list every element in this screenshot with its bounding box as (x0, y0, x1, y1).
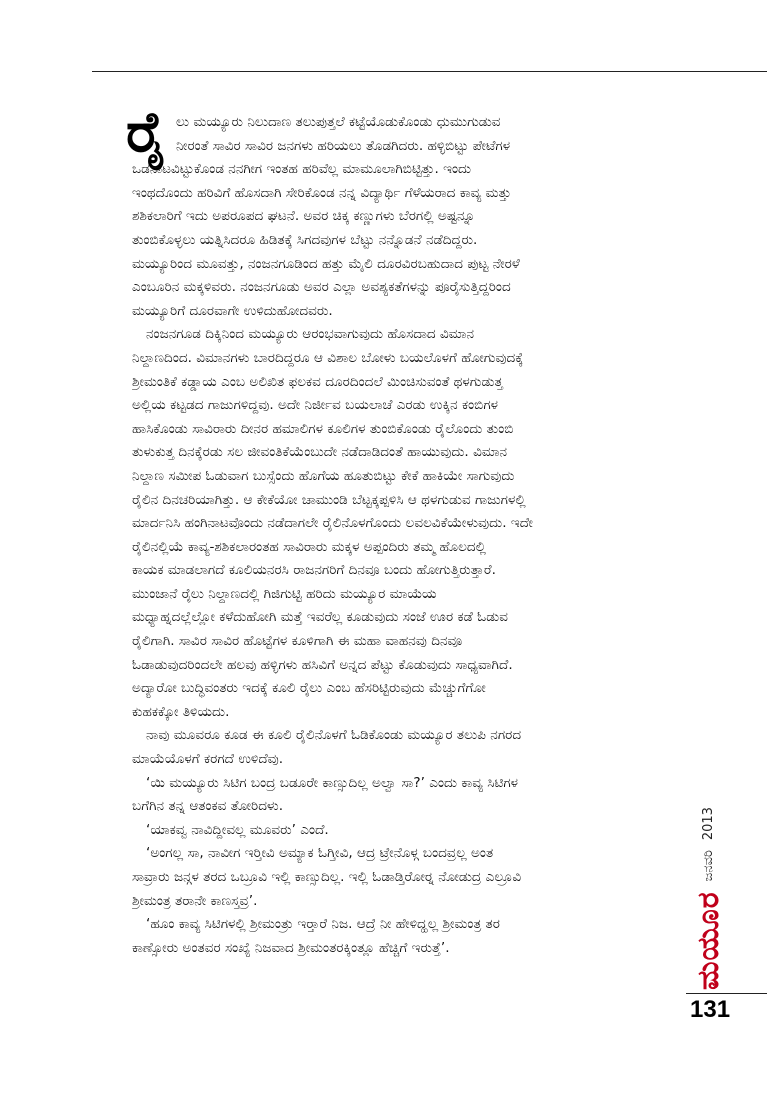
text-line: ನಿಲ್ದಾಣ ಸಮೀಪ ಓಡುವಾಗ ಬುಸ್ಸೆಂದು ಹೊಗೆಯ ಹೂತುಬಿಟ್ಟು ಕೇಕೆ ಹಾಕಿಯೇ ಸಾಗುವುದು (132, 467, 515, 484)
text-line: ಲು ಮಯ್ಯೂರು ನಿಲುದಾಣ ತಲುಪುತ್ತಲೆ ಕಟ್ಟೆಯೊಡುಕೊಂಡು ಧುಮುಗುಡುವ (176, 114, 501, 130)
text-line: ಮಯ್ಯೂರಿಗೆ ದೂರವಾಗೇ ಉಳಿದುಹೋದವರು. (132, 302, 333, 319)
text-line: ನೀರಂತೆ ಸಾವಿರ ಸಾವಿರ ಜನಗಳು ಹರಿಯಲು ತೊಡಗಿದರು. ಹಳ್ಳಿಬಿಟ್ಟು ಪೇಟೆಗಳ (176, 137, 511, 154)
text-line: ಓಡಾಡುವುದರಿಂದಲೇ ಹಲವು ಹಳ್ಳಿಗಳು ಹಸಿವಿಗೆ ಅನ್ನದ ಪೆಟ್ಟು ಕೊಡುವುದು ಸಾಧ್ಯವಾಗಿದೆ. (132, 656, 513, 673)
drop-cap: ರೈ (126, 100, 168, 165)
page-number: 131 (690, 996, 731, 1023)
masthead-sidebar (688, 790, 728, 990)
magazine-logo: ಮಯೂರ (690, 891, 726, 990)
text-line: ಸಾವ್ರಾರು ಜನ್ಗಳ ತರದ ಒಬ್ರೂವಿ ಇಲ್ಲಿ ಕಾಣ್ಸುದಿಲ್ಲ. ಇಲ್ಲಿ ಓಡಾಡ್ತಿರೋರ್‍ನ ನೋಡುದ್ರ ಎಲ್ರೂವಿ (132, 869, 522, 885)
text-line: ರೈಲಿನಲ್ಲಿಯೆ ಕಾವ್ಯ-ಶಶಿಕಲಾರಂತಹ ಸಾವಿರಾರು ಮಕ್ಕಳ ಅಪ್ಪಂದಿರು ತಮ್ಮ ಹೊಲದಲ್ಲಿ (132, 538, 486, 555)
top-rule (92, 71, 767, 72)
text-line: ಮುಂಜಾನೆ ರೈಲು ನಿಲ್ದಾಣದಲ್ಲಿ ಗಿಜಿಗುಟ್ಟಿ ಹರಿದು ಮಯ್ಯೂರ ಮಾಯೆಯ (132, 585, 437, 602)
text-line: ಮಯ್ಯೂರಿಂದ ಮೂವತ್ತು, ನಂಜನಗೂಡಿಂದ ಹತ್ತು ಮೈಲಿ ದೂರವಿರಬಹುದಾದ ಪುಟ್ಟ ನೇರಳೆ (132, 255, 520, 272)
text-line: ರೈಲಿನ ದಿನಚರಿಯಾಗಿತ್ತು. ಆ ಕೇಕೆಯೋ ಚಾಮುಂಡಿ ಬೆಟ್ಟಕ್ಕಪ್ಪಳಿಸಿ ಆ ಥಳಗುಡುವ ಗಾಜುಗಳಲ್ಲಿ (132, 491, 526, 508)
text-line: ತುಳುಕುತ್ತ ದಿನಕ್ಕೆರಡು ಸಲ ಜೀವಂತಿಕೆಯೆಂಬುದೇ ನಡೆದಾಡಿದಂತೆ ಹಾಯುವುದು. ವಿಮಾನ (132, 444, 508, 461)
text-line: ಕುಹಕಕ್ಕೋ ತಿಳಿಯದು. (132, 703, 230, 720)
text-line: ತುಂಬಿಕೊಳ್ಳಲು ಯತ್ನಿಸಿದರೂ ಹಿಡಿತಕ್ಕೆ ಸಿಗದವುಗಳ ಬೆಟ್ಟು ನನ್ನೊಡನೆ ನಡೆದಿದ್ದರು. (132, 231, 478, 248)
article-body (132, 111, 672, 960)
text-line: ಬಗೆಗಿನ ತನ್ನ ಆತಂಕವ ತೋರಿದಳು. (132, 798, 284, 815)
issue-month: ಜನವರಿ (700, 850, 716, 882)
text-line: ಇಂಥದೊಂದು ಹರಿವಿಗೆ ಹೊಸದಾಗಿ ಸೇರಿಕೊಂಡ ನನ್ನ ವಿದ್ಯಾರ್ಥಿ ಗೆಳೆಯರಾದ ಕಾವ್ಯ ಮತ್ತು (132, 184, 512, 201)
text-line: ‘ಅಂಗಲ್ಲ ಸಾ, ನಾವೀಗ ಇರ್‍ತೀವಿ ಅಮ್ಯಾಕ ಓಗ್ತೀವಿ, ಆದ್ರ ಟ್ರೇನೊಳ್ಗ ಬಂದವ್ರಲ್ಲ ಅಂತ (146, 845, 494, 862)
text-line: ಮಧ್ಯಾಹ್ನದಲ್ಲೆಲ್ಲೋ ಕಳೆದುಹೋಗಿ ಮತ್ತೆ ಇವರೆಲ್ಲ ಕೂಡುವುದು ಸಂಜೆ ಊರ ಕಡೆ ಓಡುವ (132, 609, 508, 626)
text-line: ಮಾರ್ದನಿಸಿ ಹಂಗಿನಾಟವೊಂದು ನಡೆದಾಗಲೇ ರೈಲಿನೊಳಗೊಂದು ಲವಲವಿಕೆಯೇಳುವುದು. ಇದೇ (132, 515, 533, 532)
text-line: ಶಶಿಕಲಾರಿಗೆ ಇದು ಅಪರೂಪದ ಘಟನೆ. ಅವರ ಚಿಕ್ಕ ಕಣ್ಣುಗಳು ಬೆರಗಲ್ಲಿ ಅಷ್ಟನ್ನೂ (132, 208, 476, 225)
text-line: ‘ಹೂಂ ಕಾವ್ಯ ಸಿಟಿಗಳಲ್ಲಿ ಶ್ರೀಮಂತ್ರು ಇರ್‍ತಾರೆ ನಿಜ. ಆದ್ರೆ ನೀ ಹೇಳಿದ್ಹಲ್ಲ ಶ್ರೀಮಂತ್ರ ತರ (146, 916, 500, 933)
text-line: ನಂಜನಗೂಡ ದಿಕ್ಕಿನಿಂದ ಮಯ್ಯೂರು ಆರಂಭವಾಗುವುದು ಹೊಸದಾದ ವಿಮಾನ (146, 326, 475, 343)
text-line: ಕಾಣ್ಸೋರು ಅಂತವರ ಸಂಖ್ಯೆ ನಿಜವಾದ ಶ್ರೀಮಂತರಕ್ಕಿಂತ್ಲೂ ಹೆಚ್ಚಿಗೆ ಇರುತ್ತೆ’. (132, 939, 450, 956)
text-line: ಶ್ರೀಮಂತಿಕೆ ಕಡ್ಡಾಯ ಎಂಬ ಅಲಿಖಿತ ಫಲಕವ ದೂರದಿಂದಲೆ ಮಿಂಚಿಸುವಂತೆ ಥಳಗುಡುತ್ತ (132, 373, 503, 390)
issue-year: 2013 (700, 807, 716, 841)
page-number-rule (686, 993, 767, 994)
text-line: ರೈಲಿಗಾಗಿ. ಸಾವಿರ ಸಾವಿರ ಹೊಟ್ಟೆಗಳ ಕೂಳಿಗಾಗಿ ಈ ಮಹಾ ವಾಹನವು ದಿನವೂ (132, 633, 463, 650)
text-line: ಮಾಯೆಯೊಳಗೆ ಕರಗದೆ ಉಳಿದೆವು. (132, 751, 284, 768)
text-line: ಎಂಬೂರಿನ ಮಕ್ಕಳಿವರು. ನಂಜನಗೂಡು ಅವರ ಎಲ್ಲಾ ಅವಶ್ಯಕತೆಗಳನ್ನು ಪೂರೈಸುತ್ತಿದ್ದರಿಂದ (132, 279, 511, 296)
text-line: ಅಲ್ಲಿಯ ಕಟ್ಟಡದ ಗಾಜುಗಳಿದ್ದವು. ಅದೇ ನಿರ್ಜೀವ ಬಯಲಾಚೆ ಎರಡು ಉಕ್ಕಿನ ಕಂಬಿಗಳ (132, 397, 499, 414)
text-line: ಶ್ರೀಮಂತ್ರ ತರಾನೇ ಕಾಣಸ್ತವ್ರ’. (132, 892, 258, 909)
text-line: ‘ಯಾಕವ್ವ ನಾವಿದ್ದೀವಲ್ಲ ಮೂವರು’ ಎಂದೆ. (146, 821, 329, 838)
text-line: ನಾವು ಮೂವರೂ ಕೂಡ ಈ ಕೂಲಿ ರೈಲಿನೊಳಗೆ ಓಡಿಕೊಂಡು ಮಯ್ಯೂರ ತಲುಪಿ ನಗರದ (146, 727, 522, 744)
text-line: ‘ಯಿ ಮಯ್ಯೂರು ಸಿಟಿಗ ಬಂದ್ರ ಬಡೂರೇ ಕಾಣ್ಸುದಿಲ್ಲ ಅಲ್ವಾ ಸಾ?’ ಎಂದು ಕಾವ್ಯ ಸಿಟಿಗಳ (146, 774, 519, 791)
text-line: ಒಡನಾಟವಿಟ್ಟುಕೊಂಡ ನನಗೀಗ ಇಂತಹ ಹರಿವೆಲ್ಲ ಮಾಮೂಲಾಗಿಬಿಟ್ಟಿತ್ತು. ಇಂದು (132, 161, 472, 178)
text-line: ನಿಲ್ದಾಣದಿಂದ. ವಿಮಾನಗಳು ಬಾರದಿದ್ದರೂ ಆ ವಿಶಾಲ ಬೋಳು ಬಯಲೊಳಗೆ ಹೋಗುವುದಕ್ಕೆ (132, 349, 524, 366)
text-line: ಅದ್ಯಾರೋ ಬುದ್ಧಿವಂತರು ಇದಕ್ಕೆ ಕೂಲಿ ರೈಲು ಎಂಬ ಹೆಸರಿಟ್ಟಿರುವುದು ಮೆಚ್ಚುಗೆಗೋ (132, 680, 486, 697)
text-line: ಕಾಯಕ ಮಾಡಲಾಗದೆ ಕೂಲಿಯನರಸಿ ರಾಜನಗರಿಗೆ ದಿನವೂ ಬಂದು ಹೋಗುತ್ತಿರುತ್ತಾರೆ. (132, 562, 496, 579)
text-line: ಹಾಸಿಕೊಂಡು ಸಾವಿರಾರು ದೀನರ ಹಮಾಲಿಗಳ ಕೂಲಿಗಳ ತುಂಬಿಕೊಂಡು ರೈಲೊಂದು ತುಂಬಿ (132, 420, 514, 437)
